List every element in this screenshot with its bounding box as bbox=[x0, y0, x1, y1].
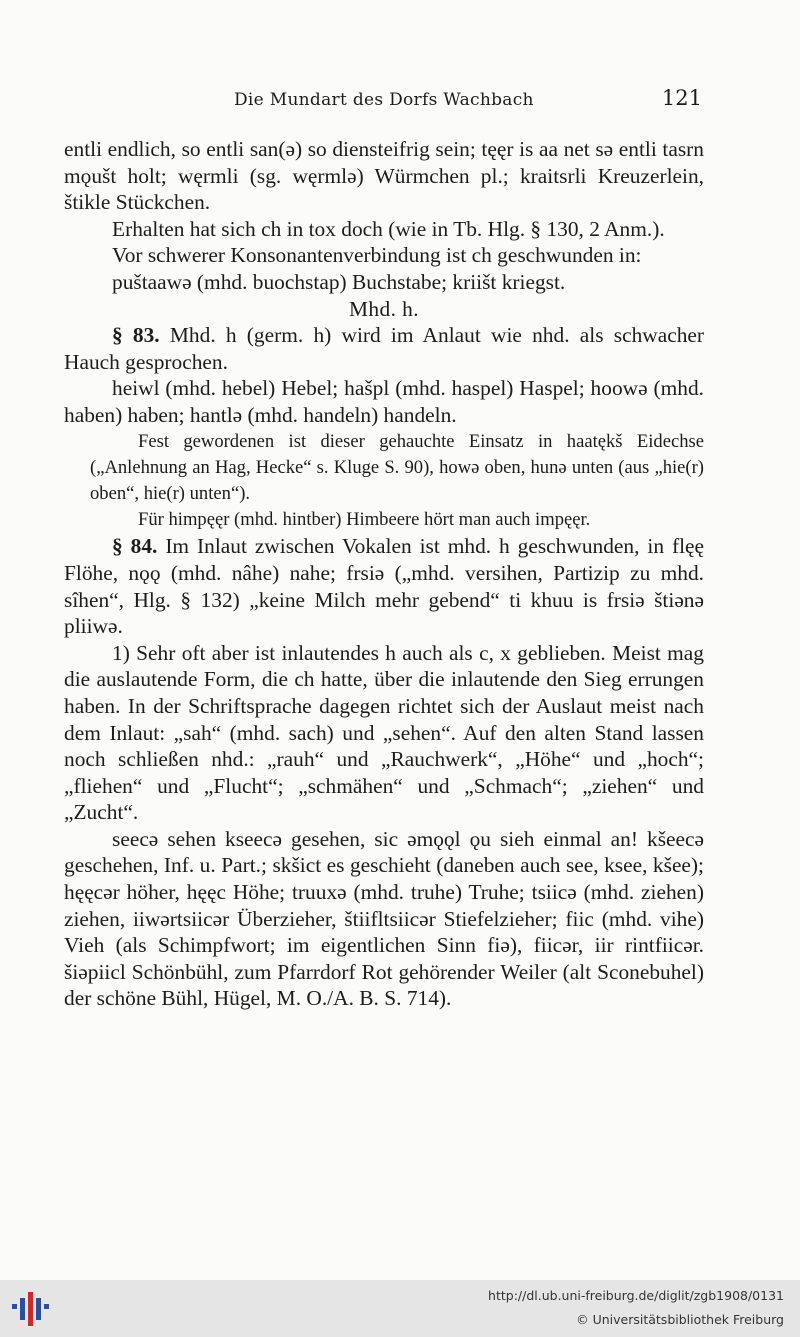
page-body bbox=[64, 136, 704, 1012]
running-title: Die Mundart des Dorfs Wachbach bbox=[234, 90, 534, 110]
section-number: § 83. bbox=[112, 323, 160, 348]
paragraph-83 bbox=[64, 322, 704, 375]
paragraph: Erhalten hat sich ch in tox doch (wie in Tb. Hlg. § 130, 2 Anm.). bbox=[112, 216, 665, 241]
footer-bar bbox=[0, 1280, 800, 1337]
page-header bbox=[64, 86, 700, 116]
paragraph-text: Im Inlaut zwischen Vokalen ist mhd. h geschwunden, in flęę Flöhe, nǫǫ (mhd. nâhe) nahe; frsiə („mhd. versihen, Partizip zu mhd. sîhen“, Hlg. § 132) „keine Milch mehr gebend“ ti khuu is frsiə štiənə pliiwə. bbox=[64, 534, 704, 639]
paragraph: seecə sehen kseecə gesehen, sic əmǫǫl ǫu sieh einmal an! kšeecə geschehen, Inf. u. Part.; skšict es geschieht (daneben auch see, ksee, kšee); hęęcər höher, hęęc Höhe; truuxə (mhd. truhe) Truhe; tsiicə (mhd. ziehen) ziehen, iiwərtsiicər Überzieher, štiifltsiicər Stiefelzieher; fiic (mhd. vihe) Vieh (als Schimpfwort; im eigentlichen Sinn fiə), fiicər, iir rintfiicər. šiəpiicl Schönbühl, zum Pfarrdorf Rot gehörender Weiler (alt Sconebuhel) der schöne Bühl, Hügel, M. O./A. B. S. 714). bbox=[64, 826, 704, 1011]
small-paragraph: Fest gewordenen ist dieser gehauchte Einsatz in haatękš Eidechse („Anlehnung an Hag, Hecke“ s. Kluge S. 90), howə oben, hunə unten (aus „hie(r) oben“, hie(r) unten“). bbox=[90, 430, 704, 504]
paragraph-84 bbox=[64, 533, 704, 639]
ub-freiburg-logo-icon bbox=[10, 1290, 50, 1328]
paragraph: puštaawə (mhd. buochstap) Buchstabe; kriišt kriegst. bbox=[112, 269, 566, 294]
paragraph-text: Mhd. h (germ. h) wird im Anlaut wie nhd. als schwacher Hauch gesprochen. bbox=[64, 323, 705, 374]
paragraph: 1) Sehr oft aber ist inlautendes h auch als c, x geblieben. Meist mag die auslautende Form, die ch hatte, über die inlautende den Sieg errungen haben. In der Schriftsprache dagegen richtet sich der Auslaut meist nach dem Inlaut: „sah“ (mhd. sach) und „sehen“. Auf den alten Stand lassen noch schließen nhd.: „rauh“ und „Rauchwerk“, „Höhe“ und „hoch“; „fliehen“ und „Flucht“; „schmähen“ und „Schmach“; „ziehen“ und „Zucht“. bbox=[64, 640, 704, 825]
source-url-link[interactable]: http://dl.ub.uni-freiburg.de/diglit/zgb1908/0131 bbox=[488, 1288, 784, 1303]
copyright-notice: © Universitätsbibliothek Freiburg bbox=[576, 1312, 784, 1327]
paragraph: Vor schwerer Konsonantenverbindung ist ch geschwunden in: bbox=[112, 243, 642, 268]
page-number: 121 bbox=[661, 86, 702, 110]
paragraph: entli endlich, so entli san(ə) so diensteifrig sein; tęęr is aa net sə entli tasrn mǫušt holt; węrmli (sg. węrmlə) Würmchen pl.; kraitsrli Kreuzerlein, štikle Stückchen. bbox=[64, 137, 704, 215]
small-paragraph: Für himpęęr (mhd. hintber) Himbeere hört man auch impęęr. bbox=[138, 509, 591, 531]
section-heading: Mhd. h. bbox=[349, 296, 419, 321]
section-number: § 84. bbox=[112, 534, 158, 559]
paragraph: heiwl (mhd. hebel) Hebel; hašpl (mhd. haspel) Haspel; hoowə (mhd. haben) haben; hantlə (mhd. handeln) handeln. bbox=[64, 376, 704, 427]
